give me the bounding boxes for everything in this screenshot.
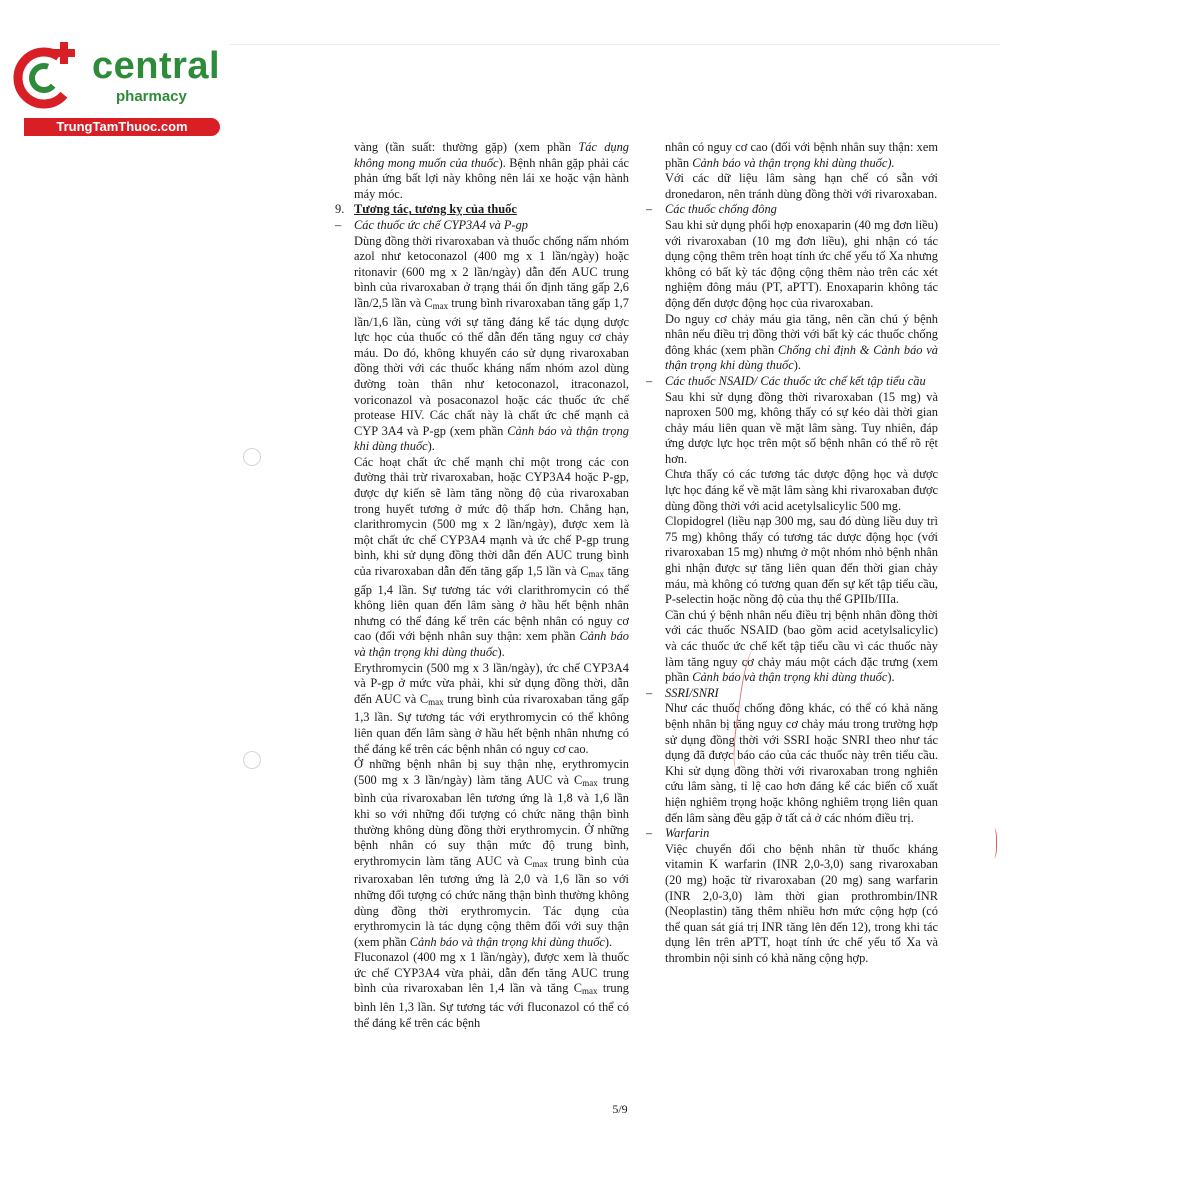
section-title: Tương tác, tương kỵ của thuốc	[354, 202, 517, 217]
header-divider	[230, 44, 1000, 45]
paragraph: Sau khi sử dụng đồng thời rivaroxaban (15 mg) và naproxen 500 mg, không thấy có sự kéo dài thời gian chảy máu liên quan về mặt lâm sàng. Tuy nhiên, đáp ứng dược lực học trên một số bệnh nhân có thể rõ rệt hơn.	[665, 389, 938, 466]
subheading: – SSRI/SNRI	[646, 685, 719, 700]
left-column	[335, 140, 629, 1031]
punch-hole	[243, 751, 261, 769]
paragraph: vàng (tần suất: thường gặp) (xem phần Tác dụng không mong muốn của thuốc). Bệnh nhân gặp phải các phản ứng bất lợi này không nên lái xe hoặc vận hành máy móc.	[354, 140, 629, 201]
punch-hole	[243, 448, 261, 466]
paragraph: Ở những bệnh nhân bị suy thận nhẹ, erythromycin (500 mg x 3 lần/ngày) làm tăng AUC và $C_{max}$ trung bình của rivaroxaban lên tương ứng là 1,8 và 1,6 lần khi so với những đối tượng có chức năng thận bình thường không dùng đồng thời erythromycin. Ở những bệnh nhân có suy thận mức độ trung bình, erythromycin làm tăng AUC và $C_{max}$ trung bình của rivaroxaban lên tương ứng là 2,0 và 1,6 lần so với những đối tượng có chức năng thận bình thường không dùng đồng thời erythromycin. Tác dụng của erythromycin là tác dụng cộng thêm đối với suy thận (xem phần Cảnh báo và thận trọng khi dùng thuốc).	[354, 757, 629, 949]
right-column	[646, 140, 938, 966]
paragraph: Chưa thấy có các tương tác dược động học và dược lực học đáng kể về mặt lâm sàng khi rivaroxaban được dùng đồng thời với acid acetylsalicylic 500 mg.	[665, 467, 938, 513]
section-number: 9.	[335, 202, 345, 217]
subheading: – Các thuốc ức chế CYP3A4 và P-gp	[335, 217, 528, 232]
page-number: 5/9	[612, 1102, 628, 1116]
brand-subtitle: pharmacy	[116, 88, 187, 105]
pharmacy-logo	[10, 36, 220, 136]
paragraph: Như các thuốc chống đông khác, có thể có khả năng bệnh nhân bị tăng nguy cơ chảy máu trong trường hợp sử dụng đồng thời với SSRI hoặc SNRI theo như tác dụng đã được báo cáo của các thuốc này trên tiểu cầu. Khi sử dụng đồng thời với rivaroxaban trong nghiên cứu lâm sàng, tỉ lệ cao hơn đáng kể các biến cố xuất hiện nghiêm trọng hoặc không nghiêm trọng liên quan đến lâm sàng đều gặp ở tất cả ở các nhóm điều trị.	[665, 701, 938, 825]
paragraph: nhân có nguy cơ cao (đối với bệnh nhân suy thận: xem phần Cảnh báo và thận trọng khi dùng thuốc).	[665, 140, 938, 170]
paragraph: Dùng đồng thời rivaroxaban và thuốc chống nấm nhóm azol như ketoconazol (400 mg x 1 lần/ngày) hoặc ritonavir (600 mg x 2 lần/ngày) dẫn đến AUC trung bình của rivaroxaban ở trạng thái ổn định tăng gấp 2,6 lần/2,5 lần và $C_{max}$ trung bình rivaroxaban tăng gấp 1,7 lần/1,6 lần, cùng với sự tăng đáng kể tác dụng dược lực học của thuốc có thể dẫn đến tăng nguy cơ chảy máu. Do đó, không khuyến cáo sử dụng rivaroxaban đồng thời với các thuốc kháng nấm nhóm azol dùng đường toàn thân như ketoconazol, itraconazol, voriconazol và posaconazol hoặc các thuốc ức chế protease HIV. Các chất này là chất ức chế mạnh cả CYP 3A4 và P-gp (xem phần Cảnh báo và thận trọng khi dùng thuốc).	[354, 233, 629, 454]
section-heading	[335, 202, 629, 218]
red-pen-mark	[990, 828, 997, 858]
paragraph: Sau khi sử dụng phối hợp enoxaparin (40 mg đơn liều) với rivaroxaban (10 mg đơn liều), ghi nhận có tác dụng cộng thêm trên hoạt tính ức chế yếu tố Xa nhưng không có bất kỳ tác động cộng thêm nào trên các xét nghiệm đông máu (PT, aPTT). Enoxaparin không tác động đến dược động học của rivaroxaban.	[665, 217, 938, 310]
paragraph: Với các dữ liệu lâm sàng hạn chế có sẵn với dronedaron, nên tránh dùng đồng thời với rivaroxaban.	[665, 171, 938, 201]
central-pharmacy-logo-icon	[10, 40, 80, 110]
paragraph: Cần chú ý bệnh nhân nếu điều trị bệnh nhân đồng thời với các thuốc NSAID (bao gồm acid acetylsalicylic) và các thuốc ức chế kết tập tiểu cầu vì các thuốc này làm tăng nguy cơ chảy máu một cách đặc trưng (xem phần Cảnh báo và thận trọng khi dùng thuốc).	[665, 607, 938, 685]
subheading: – Các thuốc chống đông	[646, 202, 777, 217]
paragraph: Clopidogrel (liều nạp 300 mg, sau đó dùng liều duy trì 75 mg) không thấy có tương tác dược động học (với rivaroxaban 15 mg) nhưng ở một nhóm nhỏ bệnh nhân ghi nhận được sự tăng liên quan đến thời gian chảy máu, mà không có tương quan đến sự kết tập tiểu cầu, P-selectin hoặc nồng độ của thụ thể GPIIb/IIIa.	[665, 514, 938, 607]
brand-name: central	[92, 45, 221, 87]
website-url: TrungTamThuoc.com	[24, 118, 220, 136]
paragraph: Do nguy cơ chảy máu gia tăng, nên cần chú ý bệnh nhân nếu điều trị đồng thời với bất kỳ các thuốc chống đông khác (xem phần Chống chỉ định & Cảnh báo và thận trọng khi dùng thuốc).	[665, 311, 938, 373]
paragraph: Các hoạt chất ức chế mạnh chỉ một trong các con đường thải trừ rivaroxaban, hoặc CYP3A4 hoặc P-gp, được dự kiến sẽ làm tăng nồng độ của rivaroxaban trong huyết tương ở mức độ thấp hơn. Chẳng hạn, clarithromycin (500 mg x 2 lần/ngày), được xem là một chất ức chế CYP3A4 mạnh và ức chế P-gp trung bình, khi sử dụng đồng thời dẫn đến AUC trung bình của rivaroxaban dẫn đến tăng gấp 1,5 lần và $C_{max}$ tăng gấp 1,4 lần. Sự tương tác với clarithromycin có thể không liên quan đến lâm sàng ở hầu hết bệnh nhân nhưng có thể đáng kể trên các bệnh nhân có nguy cơ cao (đối với bệnh nhân suy thận: xem phần Cảnh báo và thận trọng khi dùng thuốc).	[354, 454, 629, 659]
subheading: – Warfarin	[646, 826, 710, 841]
paragraph: Fluconazol (400 mg x 1 lần/ngày), được xem là thuốc ức chế CYP3A4 vừa phải, dẫn đến tăng AUC trung bình của rivaroxaban lên 1,4 lần và tăng $C_{max}$ trung bình lên 1,3 lần. Sự tương tác với fluconazol có thể có thể đáng kể trên các bệnh	[354, 950, 629, 1030]
subheading: – Các thuốc NSAID/ Các thuốc ức chế kết tập tiểu cầu	[646, 373, 926, 388]
paragraph: Erythromycin (500 mg x 3 lần/ngày), ức chế CYP3A4 và P-gp ở mức vừa phải, khi sử dụng đồng thời, dẫn đến AUC và $C_{max}$ trung bình của rivaroxaban tăng gấp 1,3 lần. Sự tương tác với erythromycin có thể không liên quan đến lâm sàng ở hầu hết bệnh nhân nhưng có thể đáng kể trên các bệnh nhân có nguy cơ cao.	[354, 660, 629, 756]
paragraph: Việc chuyển đổi cho bệnh nhân từ thuốc kháng vitamin K warfarin (INR 2,0-3,0) sang rivaroxaban (20 mg) hoặc từ rivaroxaban (20 mg) sang warfarin (INR 2,0-3,0) làm thời gian prothrombin/INR (Neoplastin) tăng thêm nhiều hơn mức cộng hợp (có thể quan sát giá trị INR tăng lên đến 12), trong khi tác dụng lên trên aPTT, hoạt tính ức chế yếu tố Xa và thrombin nội sinh có khả năng cộng hợp.	[665, 841, 938, 965]
